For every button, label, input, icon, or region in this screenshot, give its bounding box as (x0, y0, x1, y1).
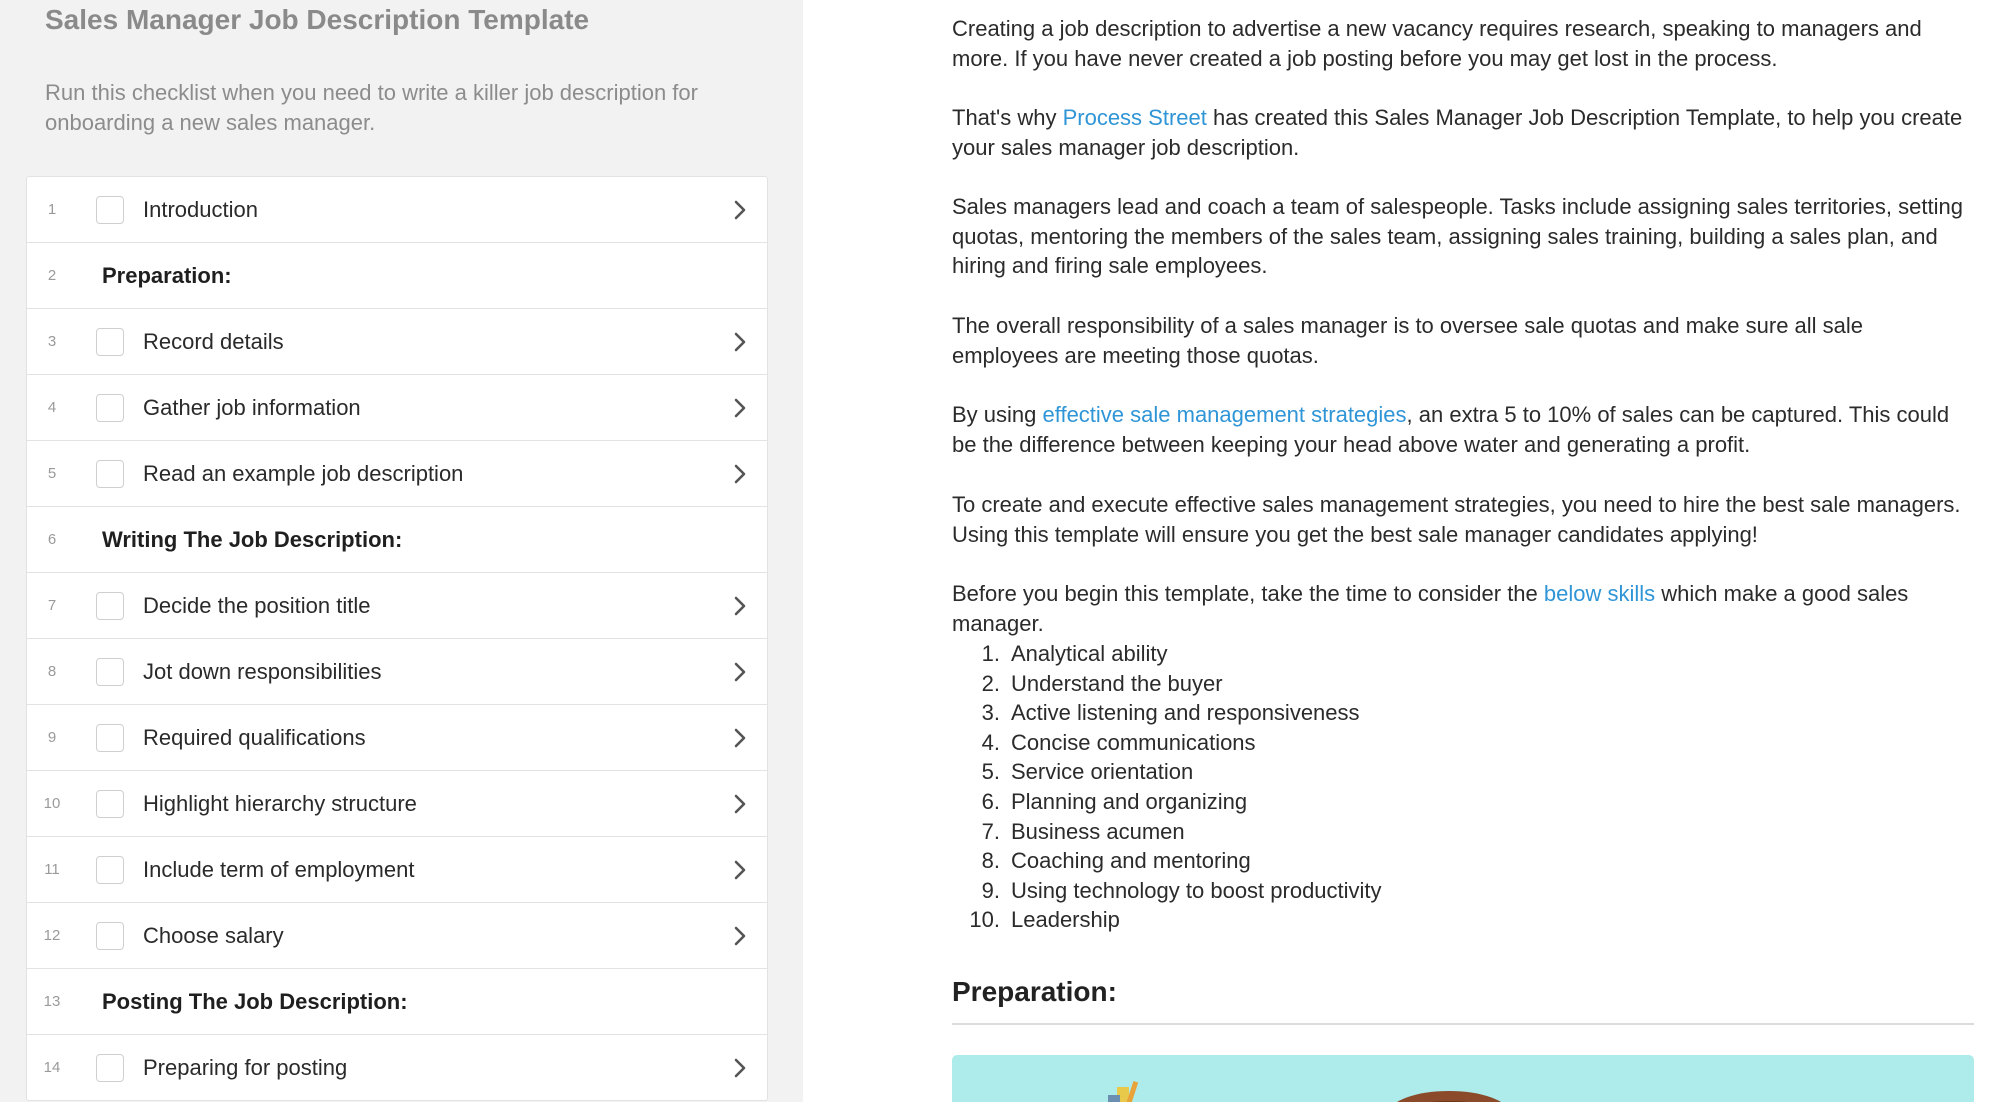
chevron-right-icon[interactable] (729, 199, 751, 221)
task-label: Required qualifications (143, 724, 366, 750)
task-row[interactable] (27, 837, 767, 903)
task-row[interactable] (27, 573, 767, 639)
skill-number: 1. (981, 641, 1000, 666)
chevron-right-icon[interactable] (729, 727, 751, 749)
task-label: Record details (143, 328, 284, 354)
task-number: 9 (47, 729, 57, 746)
task-heading-label: Preparation: (102, 262, 232, 288)
task-content (952, 0, 1974, 1102)
task-row[interactable] (27, 177, 767, 243)
task-row[interactable] (27, 705, 767, 771)
task-row[interactable] (27, 639, 767, 705)
skills-intro-paragraph (952, 579, 1972, 638)
task-number: 14 (43, 1059, 61, 1076)
task-label: Read an example job description (143, 460, 464, 486)
process-street-paragraph (952, 103, 1972, 162)
role-paragraph: Sales managers lead and coach a team of salespeople. Tasks include assigning sales territories, setting quotas, mentoring the members of the sales team, assigning sales training, building a sales plan, and hiring and firing sale employees. (952, 194, 1963, 278)
skill-text: Active listening and responsiveness (1011, 700, 1360, 726)
chevron-right-icon[interactable] (729, 397, 751, 419)
task-number: 10 (43, 795, 61, 812)
task-heading-row[interactable] (27, 969, 767, 1035)
task-row[interactable] (27, 771, 767, 837)
template-title: Sales Manager Job Description Template (45, 4, 590, 35)
paragraph-text: Before you begin this template, take the time to consider the (952, 581, 1544, 606)
task-label: Jot down responsibilities (143, 658, 382, 684)
skill-number: 2. (981, 670, 1000, 696)
task-checkbox[interactable] (96, 460, 124, 488)
task-heading-row[interactable] (27, 243, 767, 309)
task-heading-row[interactable] (27, 507, 767, 573)
task-list (26, 176, 768, 1101)
section-image (952, 1055, 1974, 1102)
task-row[interactable] (27, 441, 767, 507)
task-checkbox[interactable] (96, 922, 124, 950)
skill-text: Analytical ability (1011, 641, 1168, 666)
task-checkbox[interactable] (96, 196, 124, 224)
strategies-paragraph (952, 400, 1972, 459)
strategies-link[interactable]: effective sale management strategies (1042, 402, 1407, 427)
chevron-right-icon[interactable] (729, 463, 751, 485)
paragraph-text: That's why (952, 105, 1063, 130)
task-label: Preparing for posting (143, 1054, 348, 1080)
task-number: 11 (44, 861, 60, 878)
chevron-right-icon[interactable] (729, 595, 751, 617)
task-heading-label: Writing The Job Description: (102, 526, 403, 552)
below-skills-link[interactable]: below skills (1543, 581, 1656, 606)
task-row[interactable] (27, 1035, 767, 1100)
paragraph-text: , an extra 5 to 10% of sales can be captured. This could be the difference between keeping your head above water and generating a profit. (952, 402, 1950, 457)
paragraph-text: has created this Sales Manager Job Description Template, to help you create your sales manager job description. (952, 105, 1963, 160)
paragraph-text: By using (952, 402, 1043, 427)
template-description: Run this checklist when you need to write a killer job description for onboarding a new sales manager. (45, 80, 698, 135)
skill-text: Concise communications (1011, 729, 1256, 755)
chevron-right-icon[interactable] (729, 859, 751, 881)
task-row[interactable] (27, 309, 767, 375)
intro-paragraph: Creating a job description to advertise a new vacancy requires research, speaking to managers and more. If you have never created a job posting before you may get lost in the process. (952, 16, 1922, 71)
task-number: 5 (47, 465, 57, 482)
task-number: 3 (47, 333, 57, 350)
task-heading-label: Posting The Job Description: (102, 988, 408, 1014)
task-checkbox[interactable] (96, 790, 124, 818)
skill-text: Business acumen (1011, 818, 1185, 844)
task-checkbox[interactable] (96, 394, 124, 422)
skill-number: 5. (981, 759, 1000, 785)
task-label: Introduction (143, 196, 258, 222)
chevron-right-icon[interactable] (729, 1057, 751, 1079)
skill-number: 7. (981, 818, 1000, 844)
task-checkbox[interactable] (96, 592, 124, 620)
skill-number: 8. (981, 848, 1000, 874)
skill-number: 4. (981, 729, 1000, 755)
skill-number: 6. (981, 788, 1000, 814)
skill-number: 10. (969, 907, 1000, 933)
hiring-paragraph: To create and execute effective sales management strategies, you need to hire the best sale managers. Using this template will ensure you get the best sale manager candidates applying! (952, 492, 1961, 547)
task-label: Decide the position title (143, 592, 371, 618)
responsibility-paragraph: The overall responsibility of a sales manager is to oversee sale quotas and make sure all sale employees are meeting those quotas. (952, 313, 1864, 368)
chevron-right-icon[interactable] (729, 331, 751, 353)
task-number: 6 (47, 531, 57, 548)
checklist-sidebar (0, 0, 803, 1102)
task-checkbox[interactable] (96, 856, 124, 884)
process-street-link[interactable]: Process Street (1062, 105, 1207, 130)
skill-number: 3. (981, 700, 1000, 726)
skill-number: 9. (981, 877, 1000, 903)
task-number: 2 (47, 267, 57, 284)
task-checkbox[interactable] (96, 658, 124, 686)
skill-text: Coaching and mentoring (1011, 848, 1251, 874)
skill-text: Understand the buyer (1011, 670, 1223, 696)
task-label: Gather job information (143, 394, 361, 420)
task-number: 13 (43, 993, 61, 1010)
chevron-right-icon[interactable] (729, 793, 751, 815)
skill-text: Using technology to boost productivity (1011, 877, 1382, 903)
task-label: Include term of employment (143, 856, 415, 882)
illustration (952, 1055, 1974, 1102)
chevron-right-icon[interactable] (729, 661, 751, 683)
task-row[interactable] (27, 375, 767, 441)
task-number: 1 (47, 201, 57, 218)
chevron-right-icon[interactable] (729, 925, 751, 947)
skill-text: Planning and organizing (1011, 788, 1248, 814)
skill-text: Service orientation (1011, 759, 1194, 785)
paragraph-text: which make a good sales manager. (952, 581, 1909, 636)
task-number: 12 (43, 927, 61, 944)
task-number: 4 (47, 399, 57, 416)
task-number: 8 (47, 663, 57, 680)
task-checkbox[interactable] (96, 328, 124, 356)
task-label: Highlight hierarchy structure (143, 790, 417, 816)
section-heading: Preparation: (952, 976, 1117, 1007)
divider (952, 1023, 1974, 1025)
task-checkbox[interactable] (96, 724, 124, 752)
skill-text: Leadership (1011, 907, 1120, 933)
task-number: 7 (47, 597, 57, 614)
task-checkbox[interactable] (96, 1054, 124, 1082)
task-row[interactable] (27, 903, 767, 969)
task-label: Choose salary (143, 922, 284, 948)
